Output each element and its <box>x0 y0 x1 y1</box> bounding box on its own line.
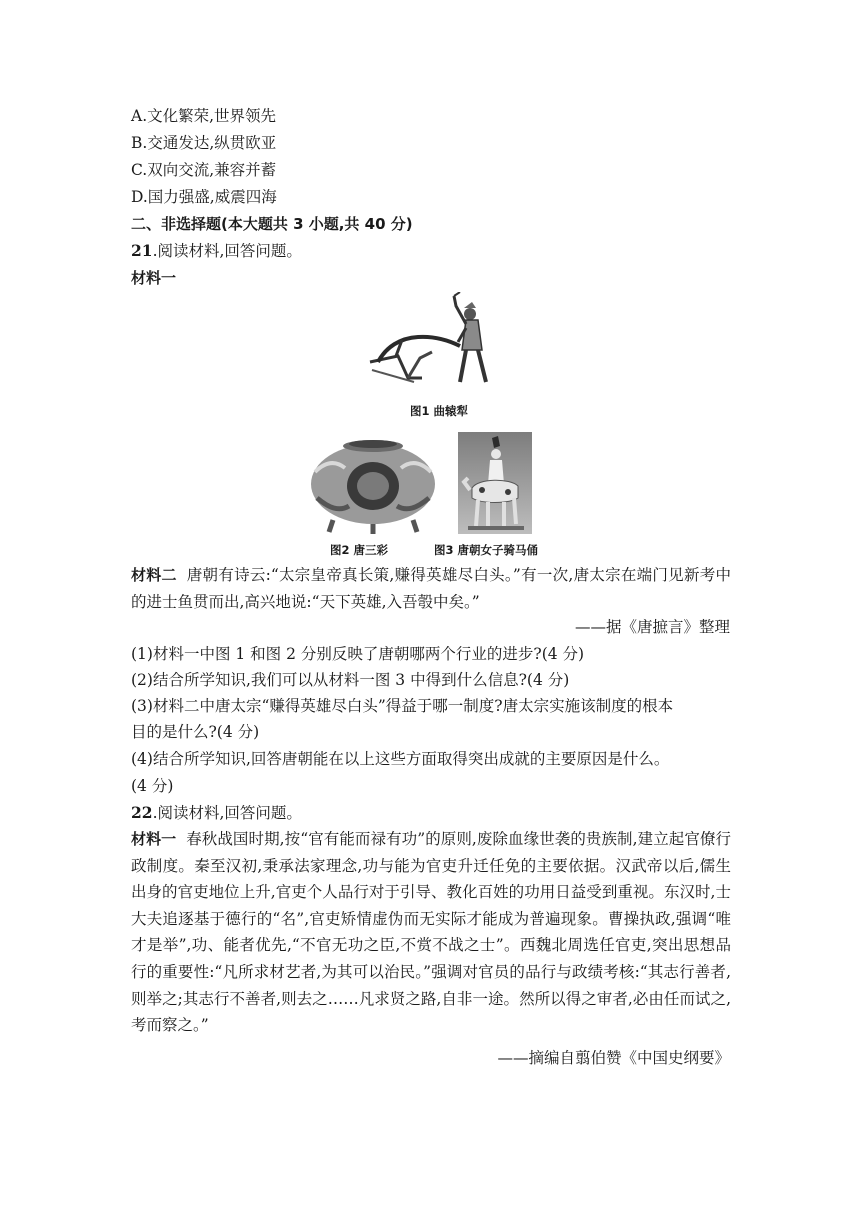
q21-material2-text: 唐朝有诗云:“太宗皇帝真长策,赚得英雄尽白头。”有一次,唐太宗在端门见新考中的进士鱼贯而出,高兴地说:“天下英雄,入吾彀中矣。” <box>131 566 731 611</box>
q21-sub3-line2: 目的是什么?(4 分) <box>131 723 260 741</box>
q22-material1-source: ——摘编自翦伯赞《中国史纲要》 <box>497 1049 730 1067</box>
q21-material2-source: ——据《唐摭言》整理 <box>574 618 730 636</box>
curved-plough-figure <box>368 292 494 392</box>
option-a: A.文化繁荣,世界领先 <box>131 107 277 125</box>
q22-title <box>131 800 302 826</box>
q21-sub1: (1)材料一中图 1 和图 2 分别反映了唐朝哪两个行业的进步?(4 分) <box>131 645 585 663</box>
fig1-caption: 图1 曲辕犁 <box>410 404 469 418</box>
q21-prompt: .阅读材料,回答问题。 <box>152 242 302 260</box>
q21-sub4-line2: (4 分) <box>131 777 174 795</box>
q21-material2-label: 材料二 <box>131 566 177 584</box>
option-d: D.国力强盛,威震四海 <box>131 188 277 206</box>
q21-sub4-line1: (4)结合所学知识,回答唐朝能在以上这些方面取得突出成就的主要原因是什么。 <box>131 750 670 768</box>
fig2-caption: 图2 唐三彩 <box>330 543 389 557</box>
q21-material1-label: 材料一 <box>131 269 177 287</box>
q22-material1-label: 材料一 <box>131 830 177 848</box>
q22-material1 <box>131 826 731 1039</box>
q21-sub2: (2)结合所学知识,我们可以从材料一图 3 中得到什么信息?(4 分) <box>131 671 570 689</box>
tang-sancai-jar-figure <box>305 432 441 536</box>
fig3-caption: 图3 唐朝女子骑马俑 <box>434 543 539 557</box>
q21-material2 <box>131 562 731 615</box>
option-b: B.交通发达,纵贯欧亚 <box>131 134 277 152</box>
option-c: C.双向交流,兼容并蓄 <box>131 161 277 179</box>
q22-material1-text: 春秋战国时期,按“官有能而禄有功”的原则,废除血缘世袭的贵族制,建立起官僚行政制度。秦至汉初,秉承法家理念,功与能为官吏升迁任免的主要依据。汉武帝以后,儒生出身的官吏地位上升,官吏个人品行对于引导、教化百姓的功用日益受到重视。东汉时,士大夫追逐基于德行的“名”,官吏矫情虚伪而无实际才能成为普遍现象。曹操执政,强调“唯才是举”,功、能者优先,“不官无功之臣,不赏不战之士”。西魏北周选任官吏,突出思想品行的重要性:“凡所求材艺者,为其可以治民。”强调对官员的品行与政绩考核:“其志行善者,则举之;其志行不善者,则去之……凡求贤之路,自非一途。然所以得之审者,必由任而试之,考而察之。” <box>131 830 731 1035</box>
q21-number: 21 <box>131 241 153 260</box>
section-heading: 二、非选择题(本大题共 3 小题,共 40 分) <box>131 215 413 233</box>
q22-number: 22 <box>131 803 153 822</box>
q21-title <box>131 238 302 264</box>
q22-prompt: .阅读材料,回答问题。 <box>152 804 302 822</box>
horse-rider-figurine-figure <box>458 432 532 534</box>
q21-sub3-line1: (3)材料二中唐太宗“赚得英雄尽白头”得益于哪一制度?唐太宗实施该制度的根本 <box>131 697 674 715</box>
